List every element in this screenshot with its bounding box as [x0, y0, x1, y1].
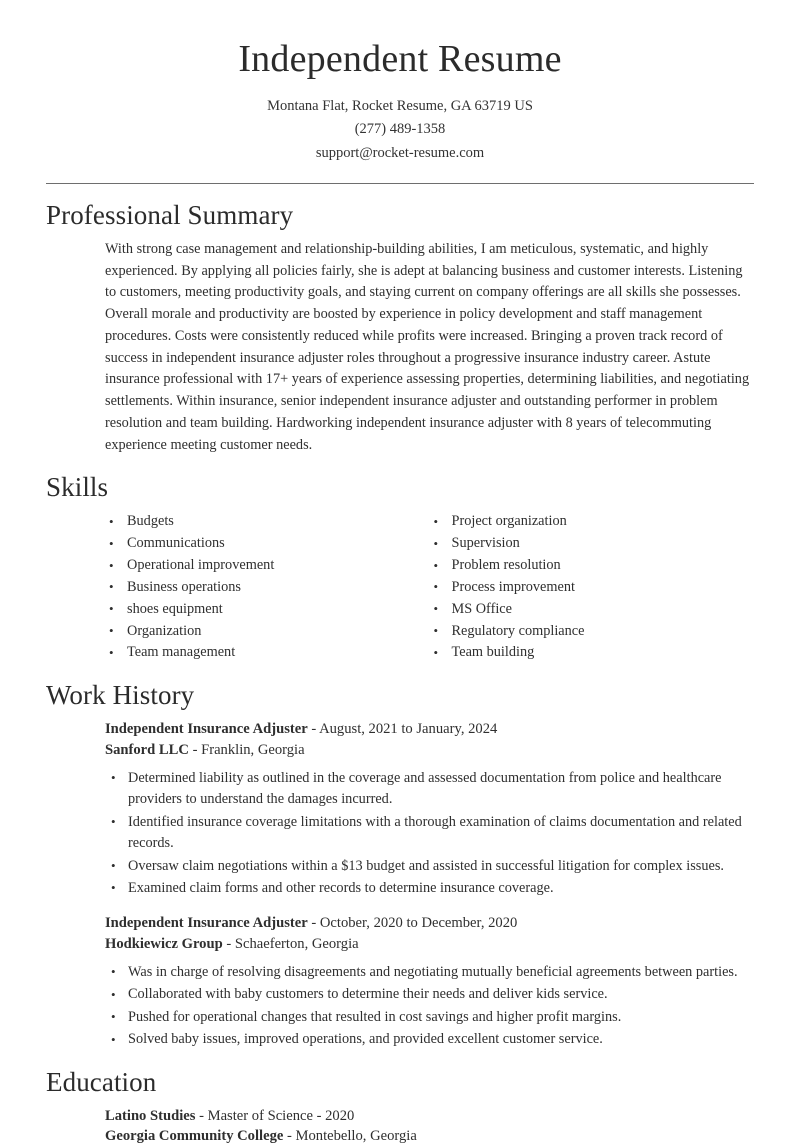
job-location: - Schaeferton, Georgia: [222, 936, 359, 953]
skills-columns: [105, 511, 754, 664]
section-skills: [0, 472, 800, 664]
summary-body: [46, 239, 754, 456]
resume-header: [0, 0, 800, 165]
work-history-entry: [105, 719, 754, 899]
list-item: • Process improvement: [430, 577, 755, 599]
education-entry: [105, 1106, 754, 1147]
list-item: • Team building: [430, 642, 755, 664]
section-heading-skills: Skills: [46, 472, 109, 503]
list-item: • Was in charge of resolving disagreements and negotiating mutually beneficial agreements between parties.: [105, 962, 754, 983]
contact-phone: (277) 489-1358: [354, 121, 446, 138]
education-school-line: [105, 1126, 754, 1147]
skills-list-right: [430, 511, 755, 664]
summary-text: With strong case management and relationship-building abilities, I am meticulous, systematic, and highly experienced. By applying all policies fairly, she is adept at balancing business and customer interests. Listening to customers, meeting productivity goals, and staying current on company offerings are all skills she possesses. Overall morale and productivity are boosted by experience in policy development and staff management procedures. Costs were consistently reduced while profits were increased. Bringing a proven track record of success in independent insurance adjuster roles throughout a progressive insurance industry career. Astute insurance professional with 17+ years of experience assessing properties, determining liabilities, and negotiating settlements. Within insurance, senior independent insurance adjuster and outstanding performer in problem resolution and team building. Hardworking independent insurance adjuster with 8 years of telecommuting experience meeting customer needs.: [105, 241, 750, 453]
job-company: Sanford LLC: [105, 742, 189, 759]
list-item: • Business operations: [105, 577, 430, 599]
list-item: • shoes equipment: [105, 599, 430, 621]
education-location: - Montebello, Georgia: [283, 1128, 417, 1145]
contact-address: Montana Flat, Rocket Resume, GA 63719 US: [267, 97, 533, 114]
list-item: • Determined liability as outlined in the coverage and assessed documentation from police and healthcare providers to understand the damages incurred.: [105, 768, 754, 811]
work-history-entry: [105, 913, 754, 1050]
job-bullet-list: [105, 768, 754, 900]
education-body: [46, 1106, 754, 1147]
section-heading-summary: Professional Summary: [46, 200, 294, 230]
education-school: Georgia Community College: [105, 1128, 284, 1145]
job-title: Independent Insurance Adjuster: [105, 721, 308, 738]
list-item: • Project organization: [430, 511, 755, 533]
list-item: • Examined claim forms and other records to determine insurance coverage.: [105, 878, 754, 899]
job-bullet-list: [105, 962, 754, 1051]
section-heading-education: Education: [46, 1066, 157, 1097]
job-title-line: [105, 719, 754, 740]
section-work-history: [0, 680, 800, 1050]
list-item: • Communications: [105, 533, 430, 555]
work-history-body: [46, 719, 754, 1050]
job-company-line: [105, 740, 754, 761]
list-item: • Supervision: [430, 533, 755, 555]
contact-email: support@rocket-resume.com: [315, 144, 485, 161]
list-item: • MS Office: [430, 599, 755, 621]
job-dates: - August, 2021 to January, 2024: [307, 721, 498, 738]
header-divider: [46, 183, 754, 184]
list-item: • Collaborated with baby customers to determine their needs and deliver kids service.: [105, 984, 754, 1005]
list-item: • Solved baby issues, improved operations, and provided excellent customer service.: [105, 1029, 754, 1050]
list-item: • Organization: [105, 621, 430, 643]
education-program-line: [105, 1106, 754, 1127]
list-item: • Budgets: [105, 511, 430, 533]
skills-list-left: [105, 511, 430, 664]
skills-body: [46, 511, 754, 664]
list-item: • Pushed for operational changes that resulted in cost savings and higher profit margins.: [105, 1007, 754, 1028]
list-item: • Regulatory compliance: [430, 621, 755, 643]
skills-column-left: [105, 511, 430, 664]
skills-column-right: [430, 511, 755, 664]
section-professional-summary: [0, 200, 800, 456]
education-program: Latino Studies: [105, 1107, 196, 1124]
list-item: • Operational improvement: [105, 555, 430, 577]
section-heading-work-history: Work History: [46, 680, 195, 711]
list-item: • Team management: [105, 642, 430, 664]
job-dates: - October, 2020 to December, 2020: [307, 915, 518, 932]
list-item: • Problem resolution: [430, 555, 755, 577]
page-title: Independent Resume: [238, 38, 562, 80]
job-title: Independent Insurance Adjuster: [105, 915, 308, 932]
list-item: • Oversaw claim negotiations within a $13 budget and assisted in successful litigation for complex issues.: [105, 856, 754, 877]
job-company: Hodkiewicz Group: [105, 936, 223, 953]
job-company-line: [105, 934, 754, 955]
job-title-line: [105, 913, 754, 934]
list-item: • Identified insurance coverage limitations with a thorough examination of claims documentation and related records.: [105, 812, 754, 855]
education-degree: - Master of Science - 2020: [195, 1107, 355, 1124]
section-education: [0, 1067, 800, 1147]
job-location: - Franklin, Georgia: [188, 742, 305, 759]
